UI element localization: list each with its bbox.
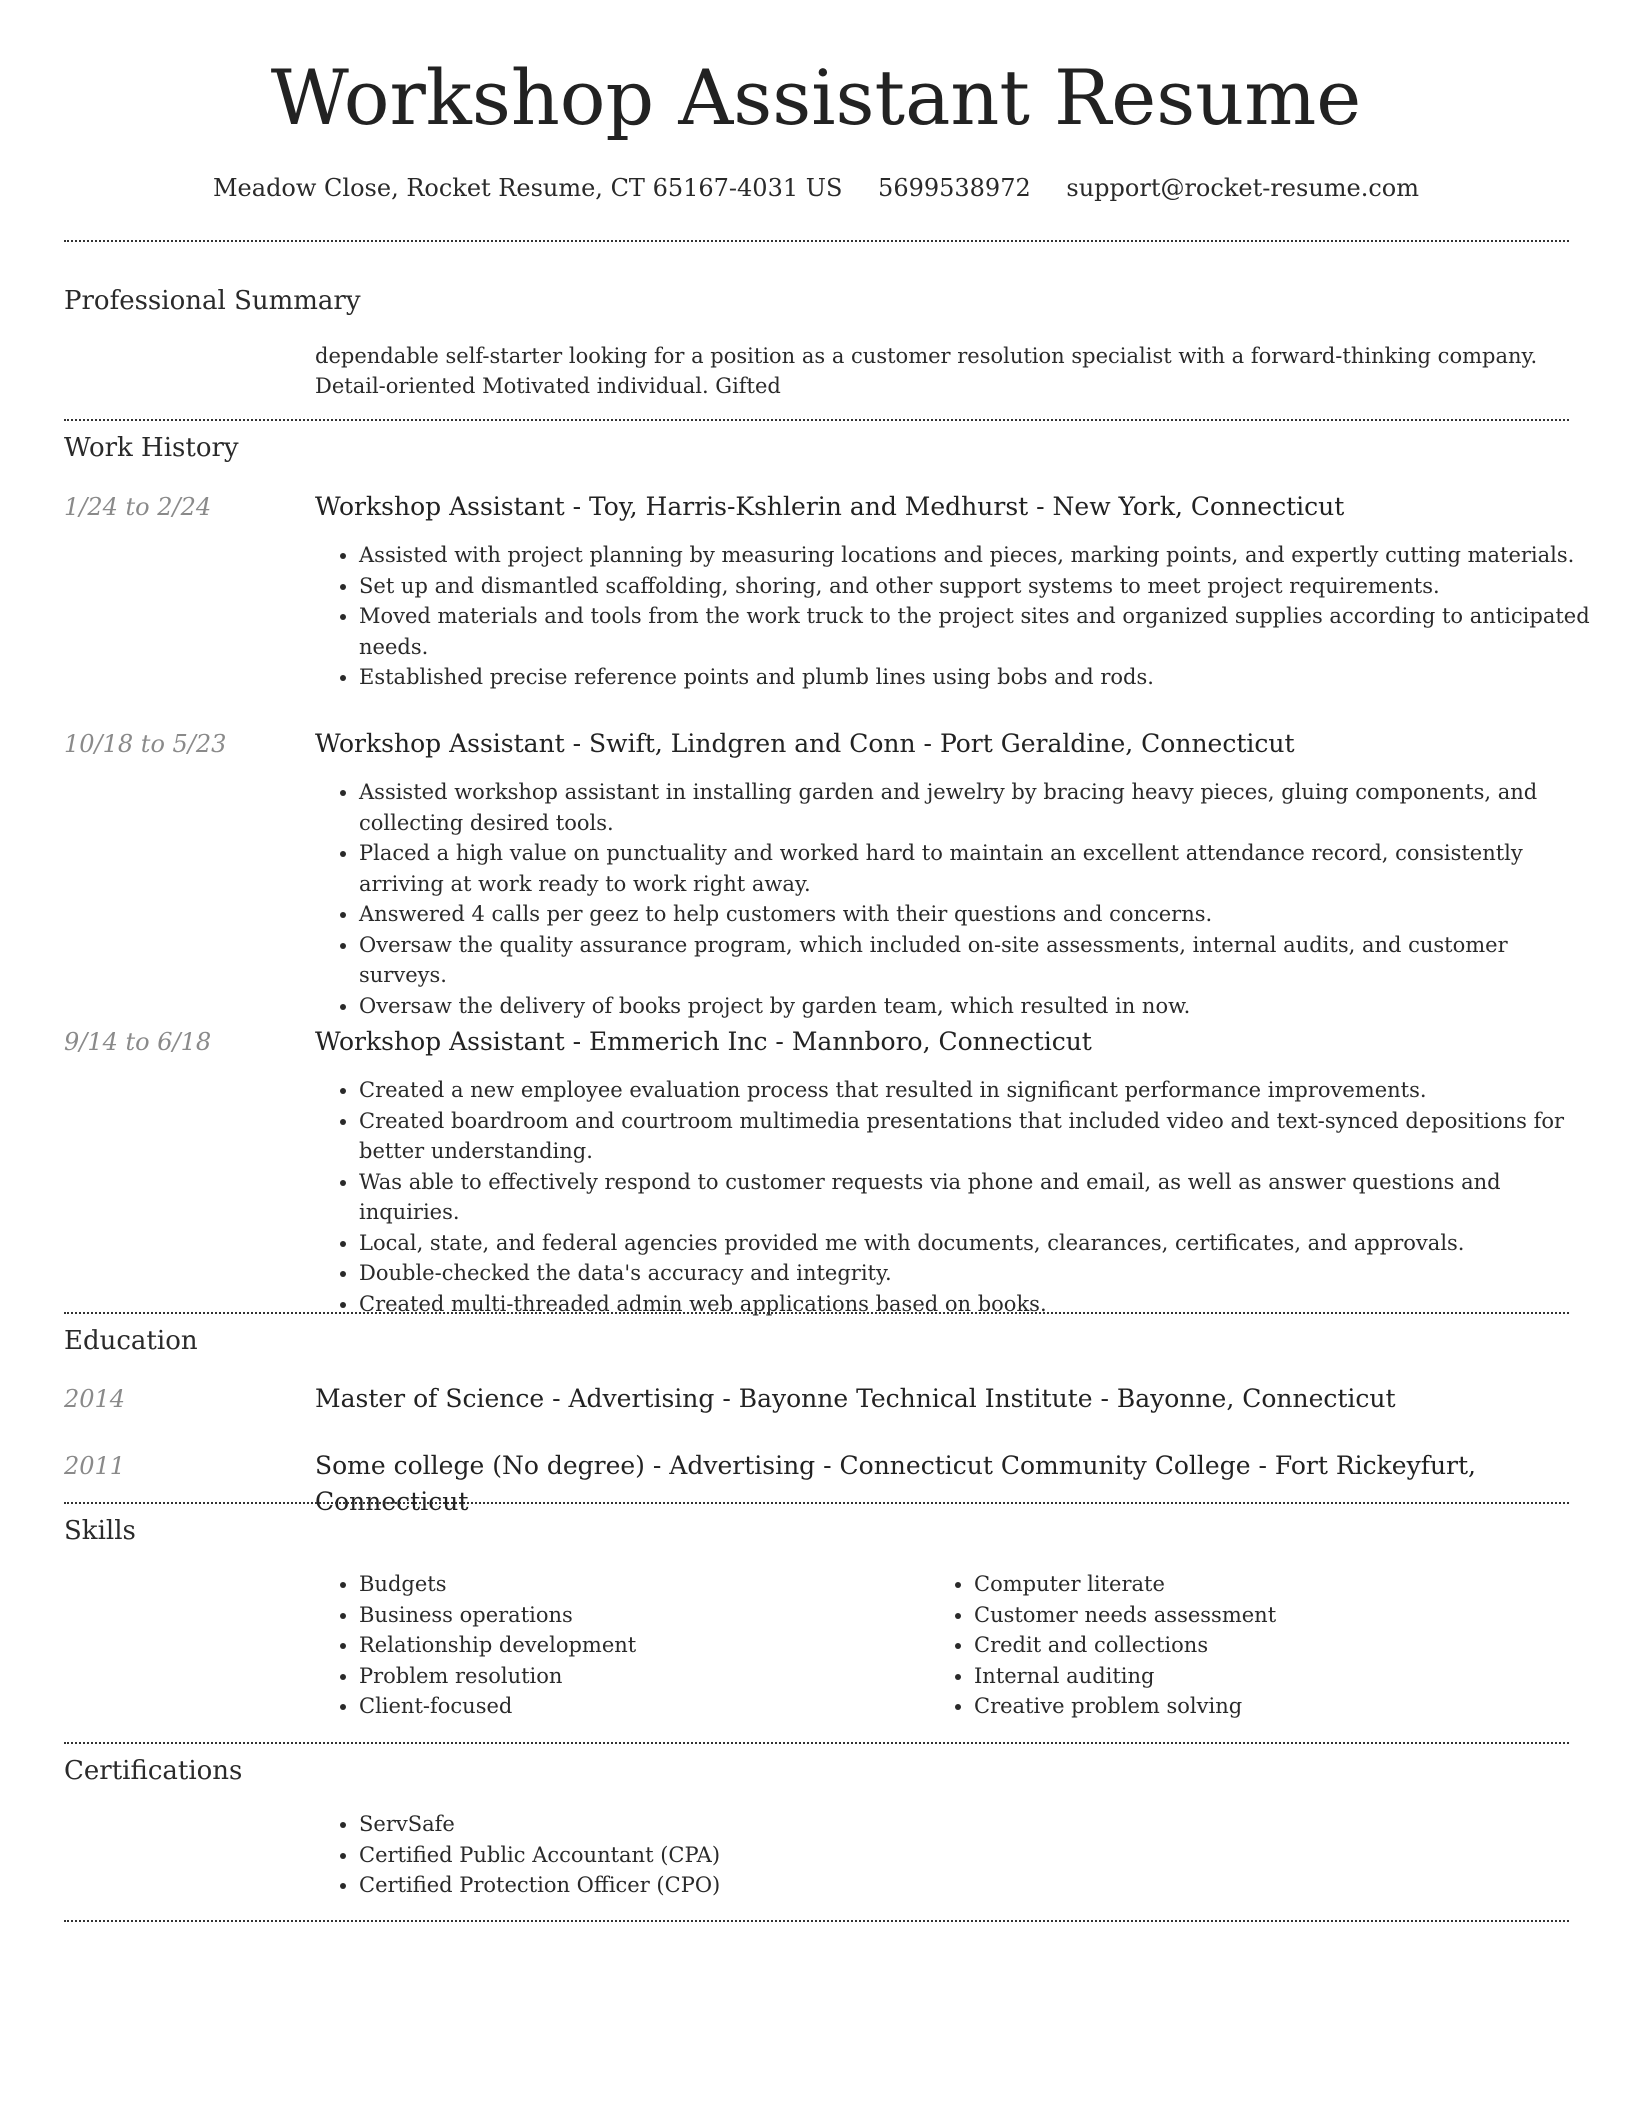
divider: [64, 1920, 1569, 1922]
job-bullets: [315, 1075, 1599, 1319]
job-title: Workshop Assistant - Toy, Harris-Kshlerin and Medhurst - New York, Connecticut: [315, 492, 1345, 521]
resume-title: Workshop Assistant Resume: [270, 53, 1362, 142]
section-heading-skills: Skills: [64, 1516, 136, 1546]
summary-text: dependable self-starter looking for a position as a customer resolution specialist with a forward-thinking company. Detail-oriented Motivated individual. Gifted: [315, 344, 1538, 398]
list-item: • Budgets: [359, 1569, 919, 1600]
job-bullets: [315, 777, 1599, 1021]
job-dates: 10/18 to 5/23: [64, 730, 227, 758]
section-heading-certifications: Certifications: [64, 1756, 243, 1786]
list-item: • Created a new employee evaluation process that resulted in significant performance improvements.: [359, 1075, 1599, 1106]
divider: [64, 240, 1569, 242]
list-item: • Assisted with project planning by measuring locations and pieces, marking points, and expertly cutting materials.: [359, 540, 1599, 571]
list-item: • Certified Public Accountant (CPA): [359, 1840, 1599, 1871]
list-item: • Internal auditing: [974, 1661, 1574, 1692]
list-item: • Established precise reference points and plumb lines using bobs and rods.: [359, 662, 1599, 693]
list-item: • ServSafe: [359, 1809, 1599, 1840]
skills-list-right: [930, 1569, 1574, 1722]
list-item: • Business operations: [359, 1600, 919, 1631]
certifications-list: [315, 1809, 1599, 1901]
job-dates: 1/24 to 2/24: [64, 493, 212, 521]
divider: [64, 1502, 1569, 1504]
contact-line: [0, 170, 1632, 206]
education-title: Some college (No degree) - Advertising - Connecticut Community College - Fort Rickeyfurt, Connecticut: [315, 1451, 1476, 1516]
divider: [64, 419, 1569, 421]
job-title: Workshop Assistant - Swift, Lindgren and Conn - Port Geraldine, Connecticut: [315, 729, 1295, 758]
list-item: • Moved materials and tools from the work truck to the project sites and organized supplies according to anticipated needs.: [359, 601, 1599, 662]
section-heading-summary: Professional Summary: [64, 286, 361, 316]
list-item: • Certified Protection Officer (CPO): [359, 1870, 1599, 1901]
list-item: • Oversaw the delivery of books project by garden team, which resulted in now.: [359, 991, 1599, 1022]
list-item: • Problem resolution: [359, 1661, 919, 1692]
list-item: • Local, state, and federal agencies provided me with documents, clearances, certificates, and approvals.: [359, 1228, 1599, 1259]
list-item: • Created boardroom and courtroom multimedia presentations that included video and text-synced depositions for better understanding.: [359, 1106, 1599, 1167]
education-year: 2011: [64, 1452, 126, 1480]
skills-list-left: [315, 1569, 919, 1722]
divider: [64, 1312, 1569, 1314]
list-item: • Was able to effectively respond to customer requests via phone and email, as well as answer questions and inquiries.: [359, 1167, 1599, 1228]
job-bullets: [315, 540, 1599, 693]
list-item: • Double-checked the data's accuracy and integrity.: [359, 1258, 1599, 1289]
list-item: • Customer needs assessment: [974, 1600, 1574, 1631]
list-item: • Computer literate: [974, 1569, 1574, 1600]
list-item: • Client-focused: [359, 1691, 919, 1722]
contact-phone: 5699538972: [878, 174, 1031, 202]
contact-address: Meadow Close, Rocket Resume, CT 65167-4031 US: [212, 174, 843, 202]
list-item: • Created multi-threaded admin web applications based on books.: [359, 1289, 1599, 1320]
list-item: • Relationship development: [359, 1630, 919, 1661]
job-dates: 9/14 to 6/18: [64, 1028, 212, 1056]
list-item: • Answered 4 calls per geez to help customers with their questions and concerns.: [359, 899, 1599, 930]
list-item: • Oversaw the quality assurance program, which included on-site assessments, internal audits, and customer surveys.: [359, 930, 1599, 991]
job-title: Workshop Assistant - Emmerich Inc - Mannboro, Connecticut: [315, 1027, 1092, 1056]
list-item: • Creative problem solving: [974, 1691, 1574, 1722]
list-item: • Placed a high value on punctuality and worked hard to maintain an excellent attendance record, consistently arriving at work ready to work right away.: [359, 838, 1599, 899]
list-item: • Set up and dismantled scaffolding, shoring, and other support systems to meet project requirements.: [359, 571, 1599, 602]
education-title: Master of Science - Advertising - Bayonne Technical Institute - Bayonne, Connecticut: [315, 1384, 1396, 1413]
section-heading-work: Work History: [64, 433, 239, 463]
contact-email: support@rocket-resume.com: [1066, 174, 1420, 202]
divider: [64, 1742, 1569, 1744]
list-item: • Credit and collections: [974, 1630, 1574, 1661]
section-heading-education: Education: [64, 1326, 198, 1356]
education-year: 2014: [64, 1385, 126, 1413]
list-item: • Assisted workshop assistant in installing garden and jewelry by bracing heavy pieces, gluing components, and collecting desired tools.: [359, 777, 1599, 838]
